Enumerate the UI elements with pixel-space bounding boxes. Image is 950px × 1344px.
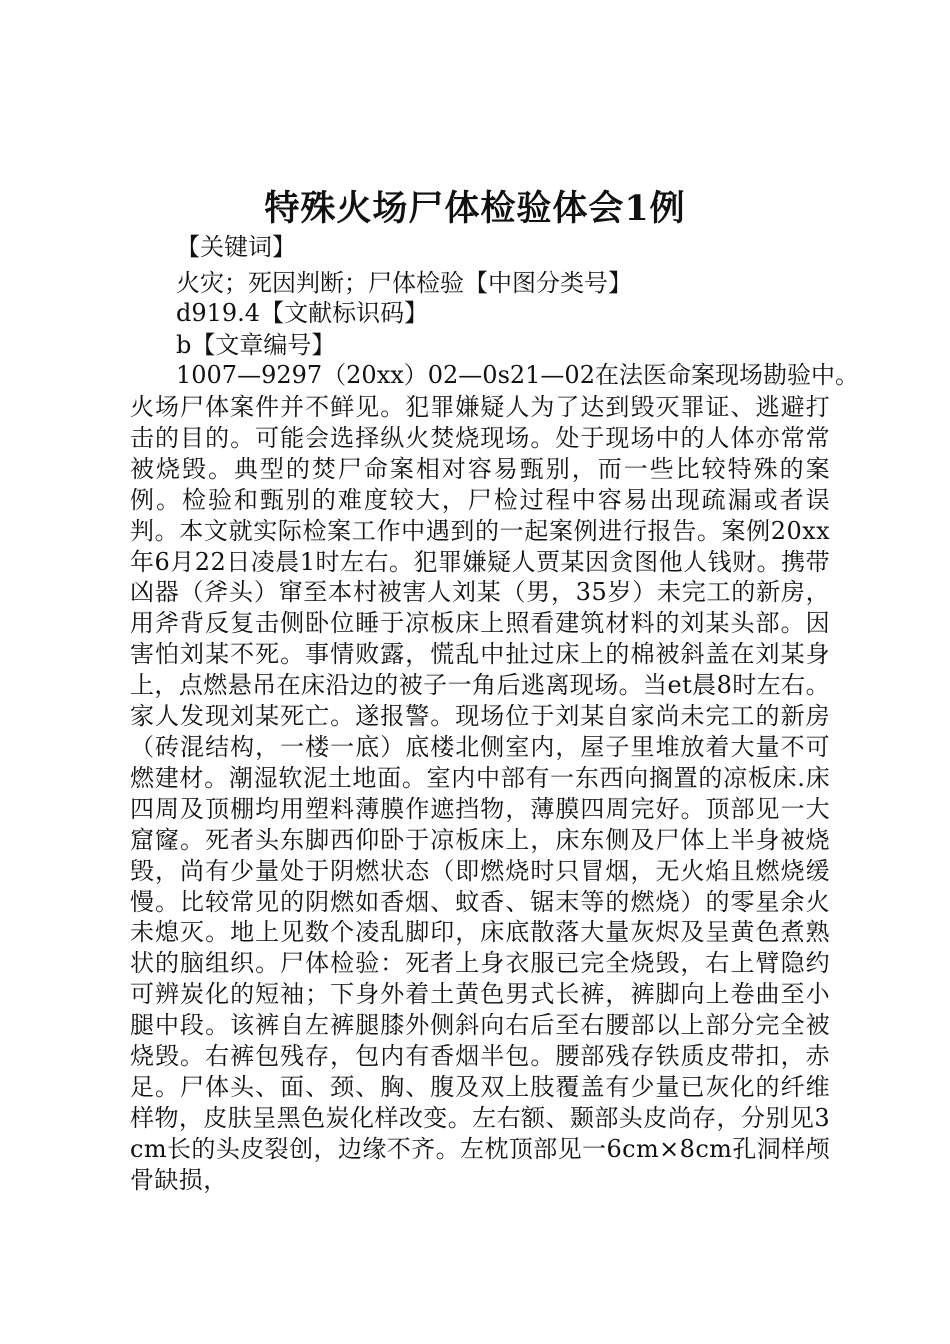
article-number-line: b【文章编号】 bbox=[176, 331, 336, 359]
article-id-line: 1007—9297（20xx）02—0s21—02在法医命案现场勘验中。 bbox=[176, 361, 859, 389]
body-paragraph: 火场尸体案件并不鲜见。犯罪嫌疑人为了达到毁灭罪证、逃避打击的目的。可能会选择纵火焚烧现场。处于现场中的人体亦常常被烧毁。典型的焚尸命案相对容易甄别，而一些比较特殊的案例。检验和甄别的难度较大，尸检过程中容易出现疏漏或者误判。本文就实际检案工作中遇到的一起案例进行报告。案例20xx年6月22日凌晨1时左右。犯罪嫌疑人贾某因贪图他人钱财。携带凶器（斧头）窜至本村被害人刘某（男，35岁）未完工的新房，用斧背反复击侧卧位睡于凉板床上照看建筑材料的刘某头部。因害怕刘某不死。事情败露，慌乱中扯过床上的棉被斜盖在刘某身上，点燃悬吊在床沿边的被子一角后逃离现场。当et晨8时左右。家人发现刘某死亡。遂报警。现场位于刘某自家尚未完工的新房（砖混结构，一楼一底）底楼北侧室内，屋子里堆放着大量不可燃建材。潮湿软泥土地面。室内中部有一东西向搁置的凉板床.床四周及顶棚均用塑料薄膜作遮挡物，薄膜四周完好。顶部见一大窟窿。死者头东脚西仰卧于凉板床上，床东侧及尸体上半身被烧毁，尚有少量处于阴燃状态（即燃烧时只冒烟，无火焰且燃烧缓慢。比较常见的阴燃如香烟、蚊香、锯末等的燃烧）的零星余火未熄灭。地上见数个凌乱脚印，床底散落大量灰烬及呈黄色煮熟状的脑组织。尸体检验：死者上身衣服已完全烧毁，右上臂隐约可辨炭化的短袖；下身外着土黄色男式长裤，裤脚向上卷曲至小腿中段。该裤自左裤腿膝外侧斜向右后至右腰部以上部分完全被烧毁。右裤包残存，包内有香烟半包。腰部残存铁质皮带扣，赤足。尸体头、面、颈、胸、腹及双上肢覆盖有少量已灰化的纤维样物，皮肤呈黑色炭化样改变。左右额、颞部头皮尚存，分别见3cm长的头皮裂创，边缘不齐。左枕顶部见一6cm×8cm孔洞样颅骨缺损， bbox=[130, 393, 830, 1194]
keywords-line: 火灾；死因判断；尸体检验【中图分类号】 bbox=[176, 269, 632, 297]
document-title: 特殊火场尸体检验体会1例 bbox=[264, 188, 686, 229]
classification-line: d919.4【文献标识码】 bbox=[176, 299, 429, 327]
keywords-heading: 【关键词】 bbox=[176, 233, 296, 261]
